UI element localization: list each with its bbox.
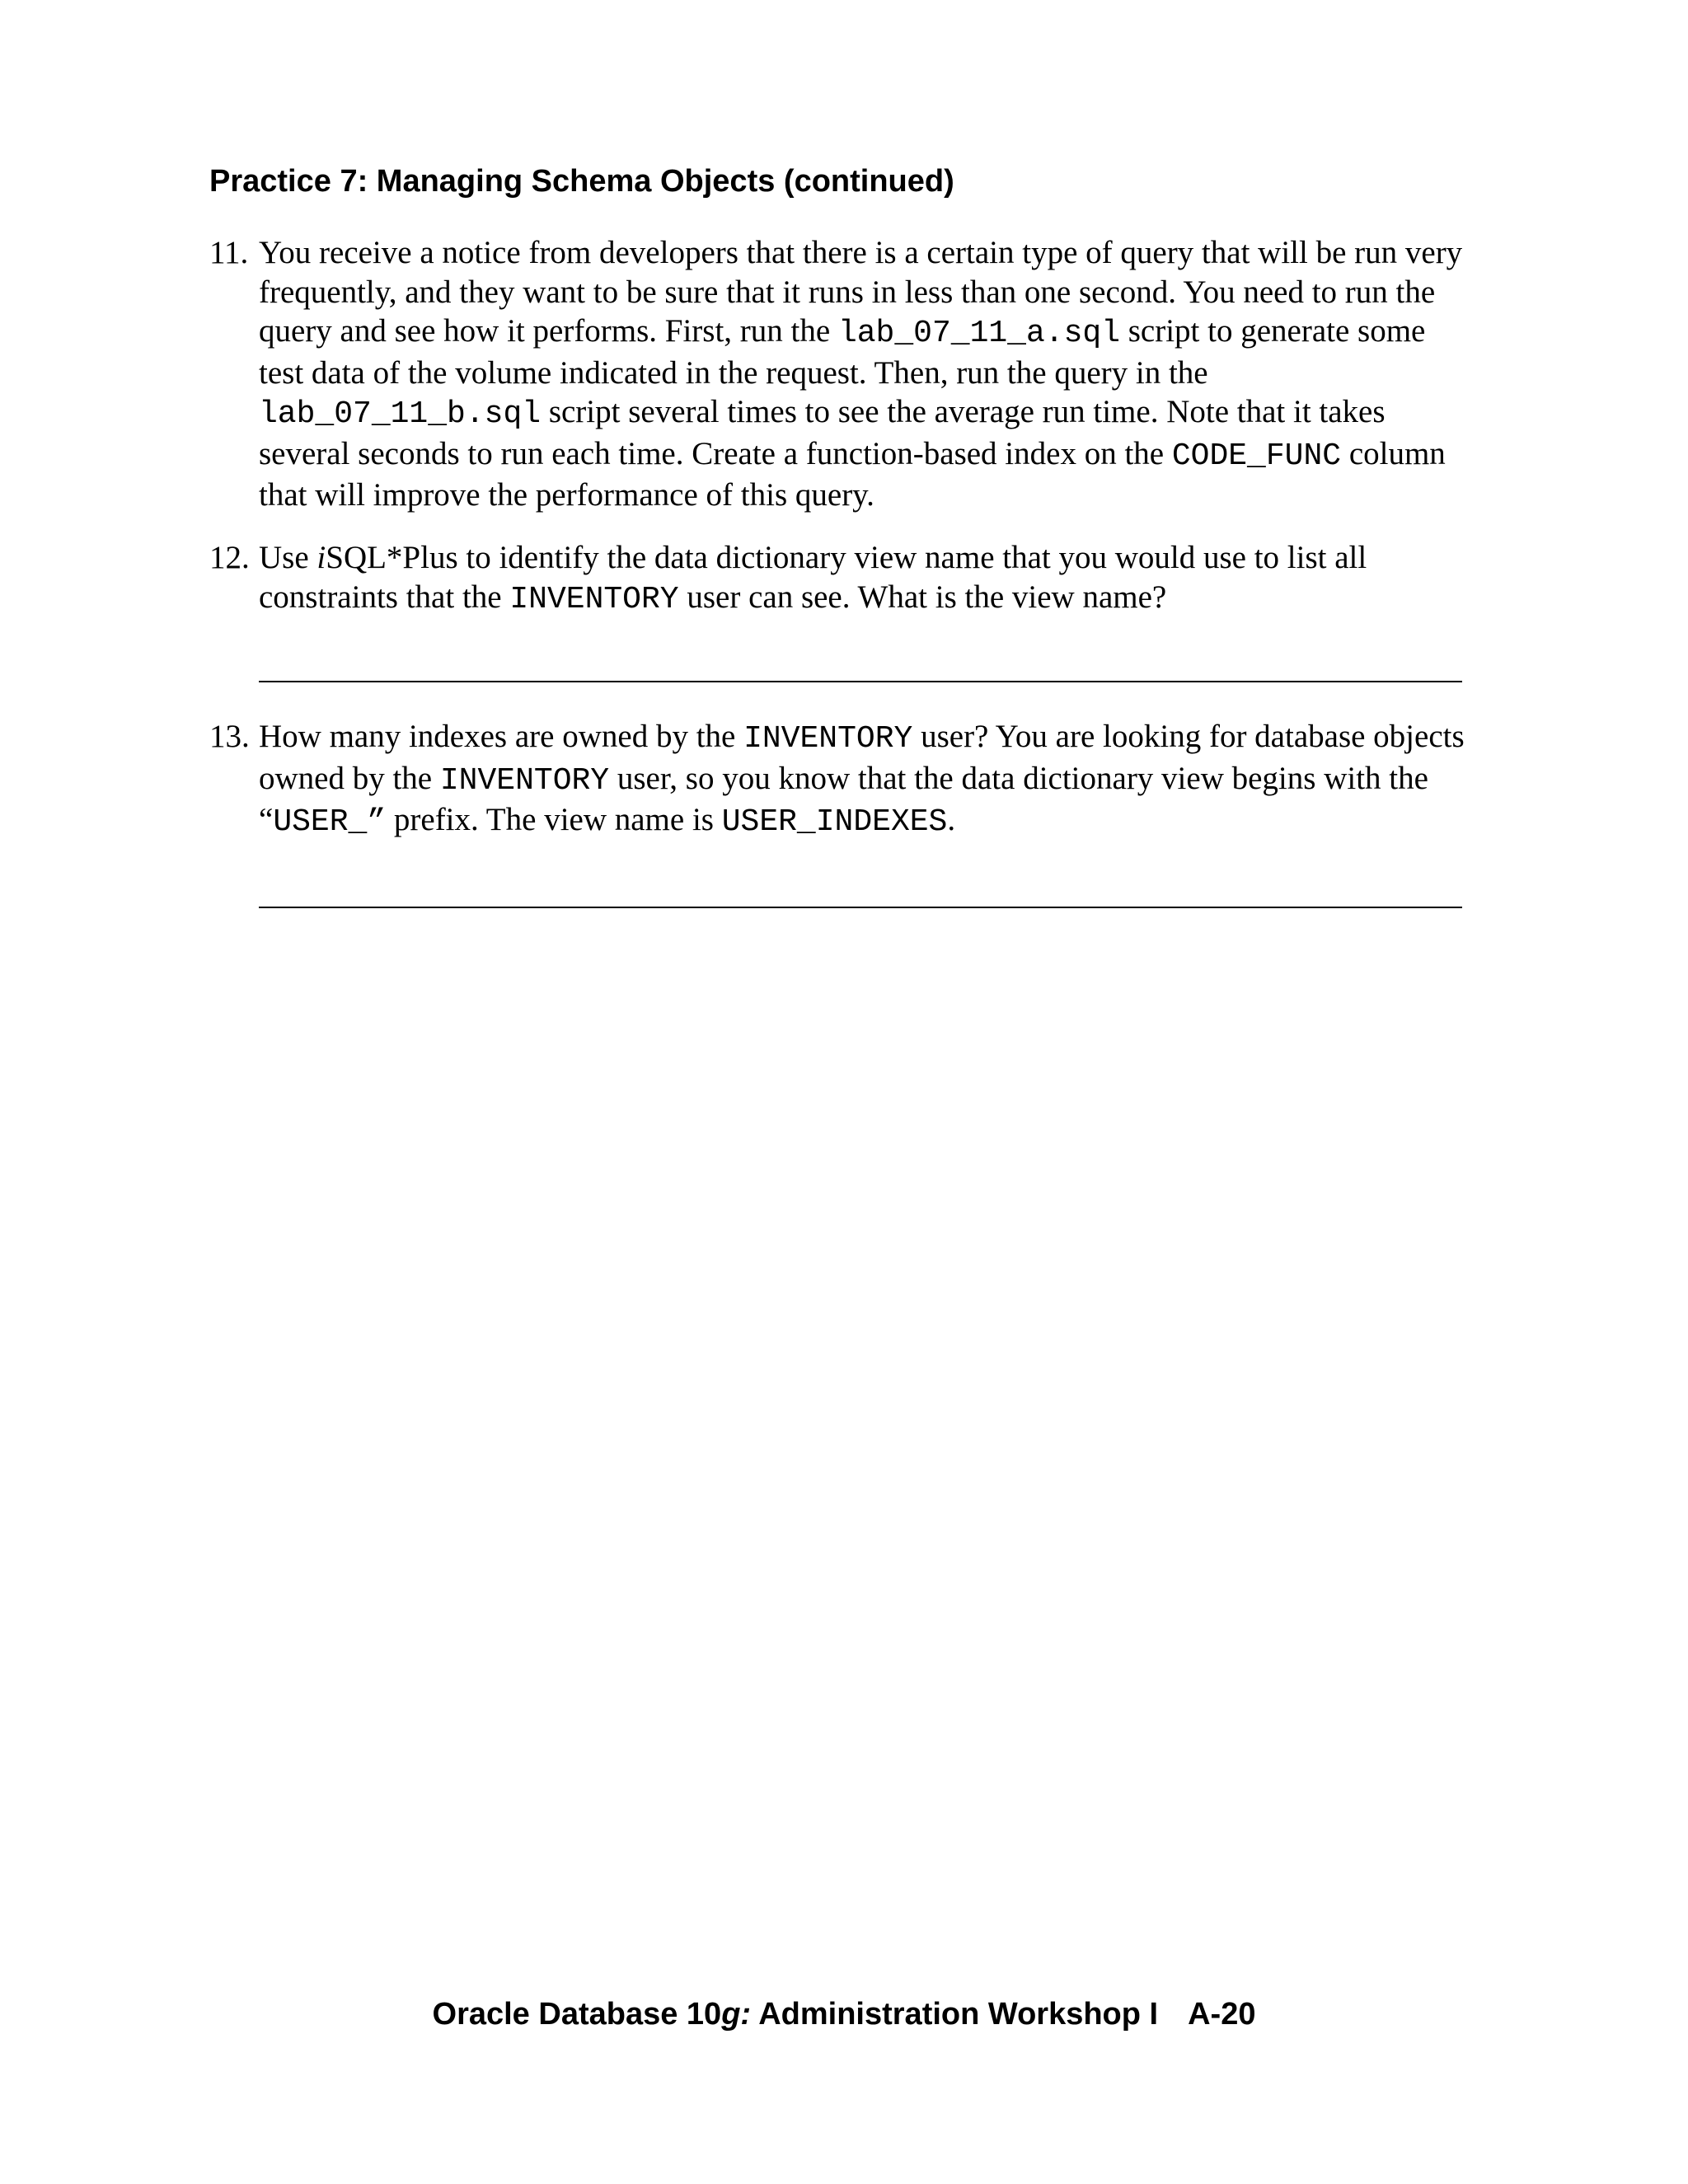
view-name: USER_INDEXES [721, 804, 948, 840]
text-run: user? You are looking for database objects owned by the [259, 719, 1465, 796]
text-run: prefix. The view name is [386, 802, 722, 837]
footer-title-italic: g: [721, 1997, 752, 2032]
item-text [259, 717, 1470, 842]
answer-line-12 [259, 681, 1462, 682]
script-name-b: lab_07_11_b.sql [259, 396, 542, 432]
script-name-a: lab_07_11_a.sql [837, 316, 1120, 351]
text-run: How many indexes are owned by the [259, 719, 744, 754]
item-text [259, 233, 1470, 515]
text-run: Use [259, 540, 317, 575]
text-run: column that will improve the performance of this query. [259, 435, 1446, 513]
item-number: 11. [209, 235, 249, 270]
user-name: INVENTORY [439, 762, 610, 799]
prefix-name: USER_” [273, 804, 387, 840]
practice-item-11 [209, 233, 1470, 515]
column-name: CODE_FUNC [1171, 438, 1342, 474]
italic-i: i [316, 540, 326, 575]
text-run: You receive a notice from developers that there is a certain type of query that will be run very frequently, and they want to be sure that it runs in less than one second. You need to run the query and see how it performs. First, run the [259, 235, 1463, 349]
text-run: user, so you know that the data dictionary view begins with the “ [259, 760, 1428, 837]
practice-item-13 [209, 717, 1470, 842]
answer-line-13 [259, 907, 1462, 908]
footer-title: Oracle Database 10 [432, 1997, 722, 2032]
item-number: 13. [209, 719, 250, 754]
text-run: SQL*Plus to identify the data dictionary view name that you would use to list all constraints that the [259, 540, 1367, 615]
user-name: INVENTORY [743, 721, 913, 757]
page-number: A-20 [1188, 1997, 1256, 2032]
text-run: . [947, 802, 956, 837]
text-run: user can see. What is the view name? [678, 579, 1167, 615]
footer-title: Administration Workshop I [751, 1997, 1159, 2032]
text-run: script several times to see the average run time. Note that it takes several seconds to run each time. Create a function-based index on the [259, 394, 1386, 471]
user-name: INVENTORY [509, 581, 679, 617]
item-number: 12. [209, 540, 250, 575]
item-text [259, 538, 1470, 619]
page-footer [0, 1994, 1688, 2034]
text-run: script to generate some test data of the volume indicated in the request. Then, run the query in the [259, 313, 1426, 391]
practice-item-12 [209, 538, 1470, 619]
page-title: Practice 7: Managing Schema Objects (continued) [209, 164, 954, 199]
